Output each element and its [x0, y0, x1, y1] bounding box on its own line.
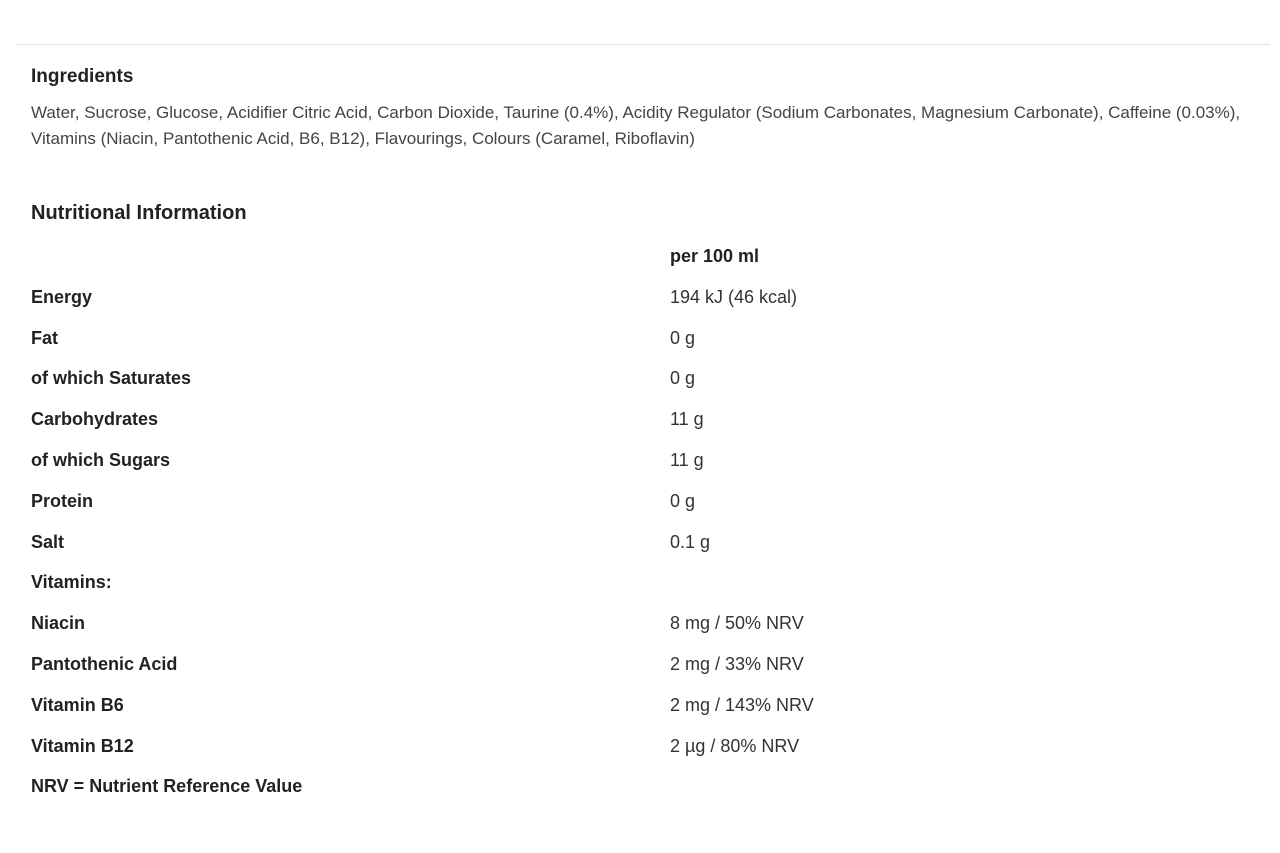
nutrition-row-vitamin-b12	[31, 727, 1031, 768]
nutrient-value: 2 µg / 80% NRV	[670, 735, 800, 756]
nutrient-label: of which Saturates	[31, 368, 192, 389]
nutrient-value: 0.1 g	[670, 531, 711, 552]
nutrition-row-sugars	[31, 441, 1031, 482]
nutrition-row-protein	[31, 482, 1031, 523]
nutrient-value: 11 g	[670, 449, 704, 470]
nutrition-table	[31, 237, 1031, 808]
nutrient-value: 8 mg / 50% NRV	[670, 613, 804, 634]
nutrition-row-vitamins	[31, 563, 1031, 604]
nutrient-label: Energy	[31, 286, 93, 307]
section-divider	[16, 44, 1270, 45]
nutrient-value: 0 g	[670, 327, 696, 348]
nutrition-row-carbohydrates	[31, 400, 1031, 441]
nutrient-value: 2 mg / 33% NRV	[670, 653, 804, 674]
nutrient-label: Pantothenic Acid	[31, 653, 178, 674]
nutrition-row-vitamin-b6	[31, 686, 1031, 727]
nutrient-value: 0 g	[670, 368, 696, 389]
nutrition-footnote-row	[31, 767, 1031, 808]
nutrition-row-niacin	[31, 604, 1031, 645]
ingredients-text: Water, Sucrose, Glucose, Acidifier Citric Acid, Carbon Dioxide, Taurine (0.4%), Acidity Regulator (Sodium Carbonates, Magnesium Carbonate), Caffeine (0.03%), Vitamins (Niacin, Pantothenic Acid, B6, B12), Flavourings, Colours (Caramel, Riboflavin)	[31, 103, 1241, 148]
nutrition-row-saturates	[31, 359, 1031, 400]
nutrient-value: 11 g	[670, 409, 704, 430]
nutrition-row-pantothenic-acid	[31, 645, 1031, 686]
nutrient-label: Fat	[31, 327, 58, 348]
nutrient-label: Niacin	[31, 613, 86, 634]
nutrient-value: 0 g	[670, 490, 696, 511]
nutrient-label: Carbohydrates	[31, 409, 159, 430]
nutrient-label: Vitamin B6	[31, 694, 124, 715]
nutrition-row-energy	[31, 278, 1031, 319]
nutrient-label: Vitamin B12	[31, 735, 134, 756]
ingredients-title: Ingredients	[31, 66, 134, 87]
nutrition-title: Nutritional Information	[31, 202, 247, 224]
nrv-footnote: NRV = Nutrient Reference Value	[31, 776, 303, 797]
column-header: per 100 ml	[670, 246, 760, 266]
nutrient-value: 2 mg / 143% NRV	[670, 694, 814, 715]
nutrition-row-fat	[31, 319, 1031, 360]
nutrient-label: of which Sugars	[31, 449, 171, 470]
nutrient-value: 194 kJ (46 kcal)	[670, 286, 798, 307]
nutrition-header-row	[31, 237, 1031, 278]
nutrition-row-salt	[31, 523, 1031, 564]
nutrient-label: Vitamins:	[31, 572, 112, 593]
nutrient-label: Salt	[31, 531, 65, 552]
nutrient-label: Protein	[31, 490, 94, 511]
